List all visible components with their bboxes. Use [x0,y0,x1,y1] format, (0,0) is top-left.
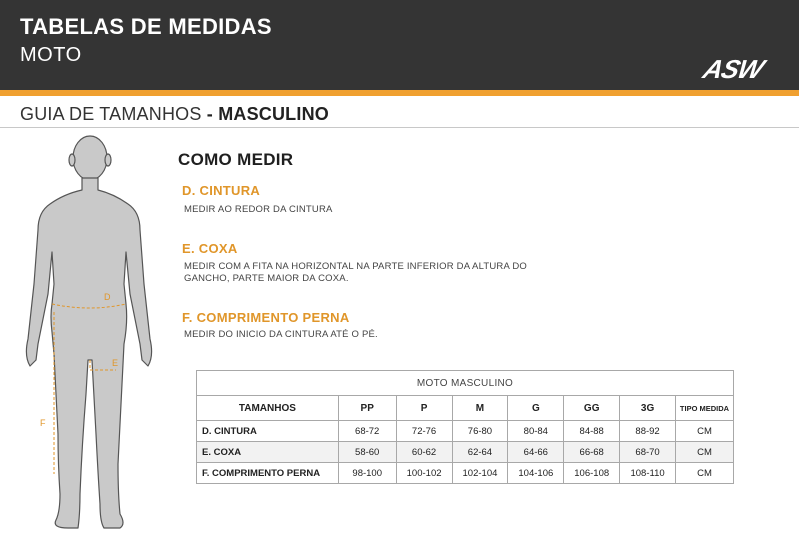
table-cell: 68-72 [338,421,396,442]
table-cell: 84-88 [564,421,620,442]
measure-title-waist: D. CINTURA [182,183,261,198]
measure-title-leg-length: F. COMPRIMENTO PERNA [182,310,350,325]
table-cell: 100-102 [396,463,452,484]
col-header: GG [564,396,620,421]
table-cell: 108-110 [620,463,676,484]
col-header: TIPO MEDIDA [676,396,734,421]
table-cell: 88-92 [620,421,676,442]
col-header: TAMANHOS [197,396,339,421]
table-cell: 64-66 [508,442,564,463]
header-bar [0,0,799,90]
label-e: E [112,358,119,368]
table-caption: MOTO MASCULINO [197,371,734,396]
table-row [197,421,734,442]
table-row [197,463,734,484]
table-cell: CM [676,442,734,463]
table-cell: 76-80 [452,421,508,442]
accent-stripe [0,90,799,96]
how-to-measure-title: COMO MEDIR [178,150,294,169]
table-cell: CM [676,463,734,484]
table-cell: 58-60 [338,442,396,463]
guide-gender: MASCULINO [218,104,329,124]
table-cell: CM [676,421,734,442]
label-f: F [40,418,46,428]
table-cell: 66-68 [564,442,620,463]
page-title: TABELAS DE MEDIDAS [20,14,272,39]
body-silhouette-figure [8,134,168,534]
label-d: D [104,292,111,302]
measure-desc-thigh: MEDIR COM A FITA NA HORIZONTAL NA PARTE INFERIOR DA ALTURA DO GANCHO, PARTE MAIOR DA COXA. [184,261,527,284]
table-cell: 68-70 [620,442,676,463]
row-label: F. COMPRIMENTO PERNA [197,463,339,484]
size-table [196,370,734,484]
svg-text:ASW: ASW [699,54,767,84]
table-cell: 62-64 [452,442,508,463]
row-label: D. CINTURA [197,421,339,442]
guide-separator: - [201,104,219,124]
col-header: 3G [620,396,676,421]
measure-desc-waist: MEDIR AO REDOR DA CINTURA [184,204,333,215]
table-cell: 80-84 [508,421,564,442]
col-header: PP [338,396,396,421]
measure-desc-leg-length: MEDIR DO INICIO DA CINTURA ATÉ O PÉ. [184,329,378,340]
table-cell: 98-100 [338,463,396,484]
col-header: M [452,396,508,421]
guide-prefix: GUIA DE TAMANHOS [20,104,202,124]
size-guide-heading [20,104,329,125]
table-header-row [197,396,734,421]
col-header: P [396,396,452,421]
col-header: G [508,396,564,421]
table-cell: 72-76 [396,421,452,442]
table-row [197,442,734,463]
asw-logo [698,52,778,86]
divider [0,127,799,128]
table-cell: 106-108 [564,463,620,484]
page-subtitle: MOTO [20,44,82,66]
measure-title-thigh: E. COXA [182,241,238,256]
row-label: E. COXA [197,442,339,463]
table-cell: 104-106 [508,463,564,484]
table-cell: 60-62 [396,442,452,463]
table-cell: 102-104 [452,463,508,484]
